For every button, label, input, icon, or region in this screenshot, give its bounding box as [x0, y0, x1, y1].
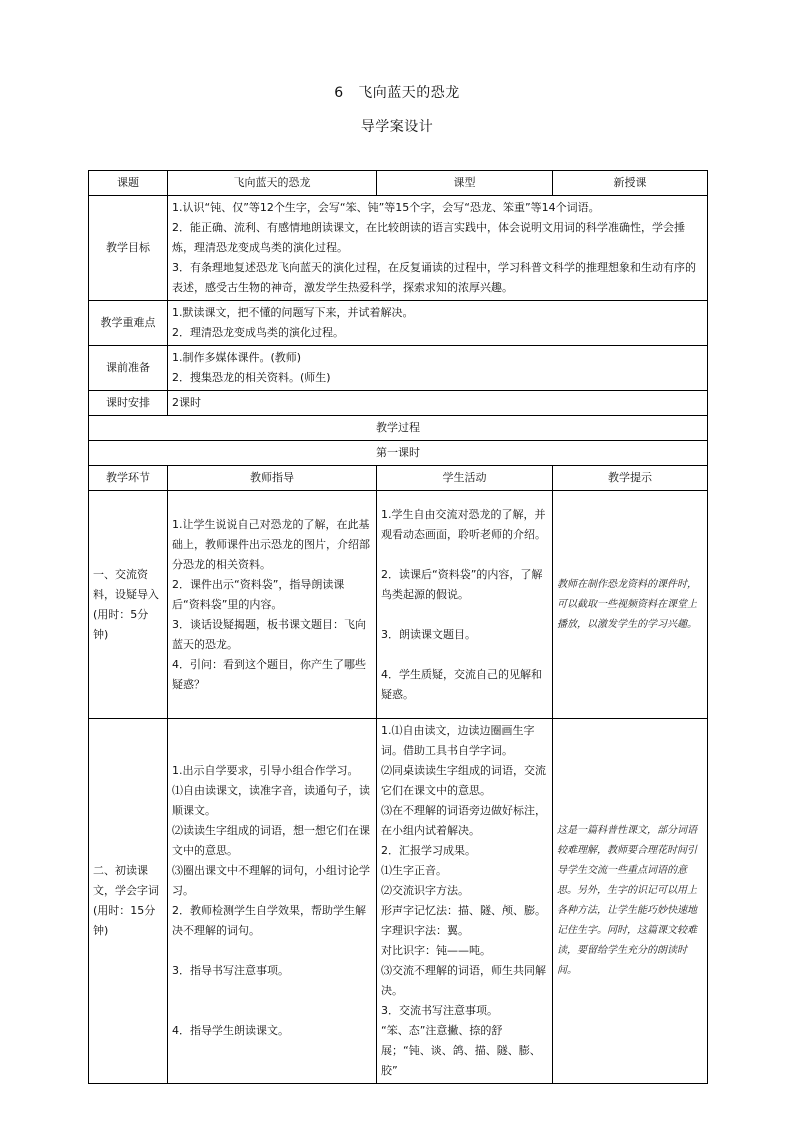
- document-title: 6 飞向蓝天的恐龙: [334, 85, 460, 101]
- student-step: 2．读课后“资料袋”的内容，了解鸟类起源的假说。: [381, 567, 543, 601]
- teacher-step: 2．教师检测学生自学效果，帮助学生解决不理解的词句。: [172, 904, 366, 937]
- teacher-step: 1.让学生说说自己对恐龙的了解，在此基础上，教师课件出示恐龙的图片，介绍部分恐龙的相关资料。: [172, 517, 370, 571]
- student-step: 1.⑴自由读文，边读边圈画生字词。借助工具书自学字词。: [381, 724, 535, 757]
- student-cell: [377, 719, 553, 1084]
- keypoint-item: 2．理清恐龙变成鸟类的演化过程。: [172, 326, 344, 339]
- student-step: 3．交流书写注意事项。: [381, 1004, 498, 1017]
- process-header: 教学过程: [89, 416, 708, 441]
- goals-label: 教学目标: [89, 196, 168, 301]
- col-header-student: 学生活动: [377, 466, 553, 491]
- prep-content: [168, 346, 708, 391]
- stage-cell: 二、初读课文，学会字词(用时：15分钟): [89, 719, 168, 1084]
- topic-value: 飞向蓝天的恐龙: [168, 171, 377, 196]
- col-header-hint: 教学提示: [553, 466, 708, 491]
- prep-row: [89, 346, 708, 391]
- student-step: ⑵同桌读读生字组成的词语，交流它们在课文中的意思。: [381, 764, 546, 797]
- schedule-label: 课时安排: [89, 391, 168, 416]
- document-subtitle: 导学案设计: [360, 119, 434, 135]
- student-step: 4．学生质疑，交流自己的见解和疑惑。: [381, 667, 542, 701]
- student-cell: [377, 491, 553, 719]
- process-row-2: [89, 719, 708, 1084]
- teacher-step: 3．指导书写注意事项。: [172, 964, 289, 977]
- process-row-1: [89, 491, 708, 719]
- hint-cell: 这是一篇科普性课文，部分词语较难理解，教师要合理花时间引导学生交流一些重点词语的意思。另外，生字的识记可以用上各种方法，让学生能巧妙快速地记住生字。同时，这篇课文较难读，要留给学生充分的朗读时间。: [553, 719, 708, 1084]
- teacher-step: 1.出示自学要求，引导小组合作学习。: [172, 764, 359, 777]
- teacher-cell: [168, 719, 377, 1084]
- teacher-step: 2．课件出示“资料袋”，指导朗读课后“资料袋”里的内容。: [172, 577, 345, 611]
- teacher-step: 4．引问：看到这个题目，你产生了哪些疑惑？: [172, 657, 366, 691]
- prep-item: 2．搜集恐龙的相关资料。(师生): [172, 371, 331, 384]
- schedule-row: [89, 391, 708, 416]
- lesson-row: [89, 441, 708, 466]
- student-step: 3．朗读课文题目。: [381, 627, 476, 641]
- goals-content: [168, 196, 708, 301]
- student-step: ⑴生字正音。: [381, 864, 447, 877]
- student-step: 对比识字：钝——吨。: [381, 944, 491, 957]
- student-step: 字理识字法：翼。: [381, 924, 469, 937]
- lesson-plan-table: [88, 170, 708, 1084]
- goal-item: 1.认识“钝、仅”等12个生字，会写“笨、钝”等15个字，会写“恐龙、笨重”等14个词语。: [172, 201, 600, 214]
- keypoints-content: [168, 301, 708, 346]
- keypoints-label: 教学重难点: [89, 301, 168, 346]
- goal-item: 2．能正确、流利、有感情地朗读课文，在比较朗读的语言实践中，体会说明文用词的科学准确性，学会捶炼，理清恐龙变成鸟类的演化过程。: [172, 221, 685, 254]
- teacher-step: 3．谈话设疑揭题，板书课文题目：飞向蓝天的恐龙。: [172, 617, 366, 651]
- teacher-step: 4．指导学生朗读课文。: [172, 1024, 289, 1037]
- topic-label: 课题: [89, 171, 168, 196]
- student-step: 形声字记忆法：描、隧、颅、膨。: [381, 904, 546, 917]
- student-step: ⑵交流识字方法。: [381, 884, 469, 897]
- keypoints-row: [89, 301, 708, 346]
- goals-row: [89, 196, 708, 301]
- prep-item: 1.制作多媒体课件。(教师): [172, 351, 302, 364]
- keypoint-item: 1.默读课文，把不懂的问题写下来，并试着解决。: [172, 306, 414, 319]
- student-step: 2．汇报学习成果。: [381, 844, 476, 857]
- teacher-step: ⑶圈出课文中不理解的词句，小组讨论学习。: [172, 864, 370, 897]
- col-header-teacher: 教师指导: [168, 466, 377, 491]
- stage-cell: 一、交流资料，设疑导入(用时：5分钟): [89, 491, 168, 719]
- col-header-stage: 教学环节: [89, 466, 168, 491]
- type-value: 新授课: [553, 171, 708, 196]
- student-step: ⑶交流不理解的词语，师生共同解决。: [381, 964, 546, 997]
- prep-label: 课前准备: [89, 346, 168, 391]
- column-header-row: [89, 466, 708, 491]
- type-label: 课型: [377, 171, 553, 196]
- student-step: “笨、态”注意撇、捺的舒展；“钝、谈、鸽、描、隧、膨、胶”: [381, 1024, 541, 1077]
- topic-row: [89, 171, 708, 196]
- teacher-step: ⑴自由读课文，读准字音，读通句子，读顺课文。: [172, 784, 370, 817]
- lesson-label: 第一课时: [89, 441, 708, 466]
- hint-cell: 教师在制作恐龙资料的课件时，可以截取一些视频资料在课堂上播放，以激发学生的学习兴趣。: [553, 491, 708, 719]
- teacher-cell: [168, 491, 377, 719]
- teacher-step: ⑵读读生字组成的词语，想一想它们在课文中的意思。: [172, 824, 370, 857]
- goal-item: 3．有条理地复述恐龙飞向蓝天的演化过程，在反复诵读的过程中，学习科普文科学的推理想象和生动有序的表述，感受古生物的神奇，激发学生热爱科学，探索求知的浓厚兴趣。: [172, 261, 696, 294]
- process-header-row: [89, 416, 708, 441]
- schedule-value: 2课时: [168, 391, 708, 416]
- student-step: ⑶在不理解的词语旁边做好标注，在小组内试着解决。: [381, 804, 546, 837]
- student-step: 1.学生自由交流对恐龙的了解，并观看动态画面，聆听老师的介绍。: [381, 507, 546, 541]
